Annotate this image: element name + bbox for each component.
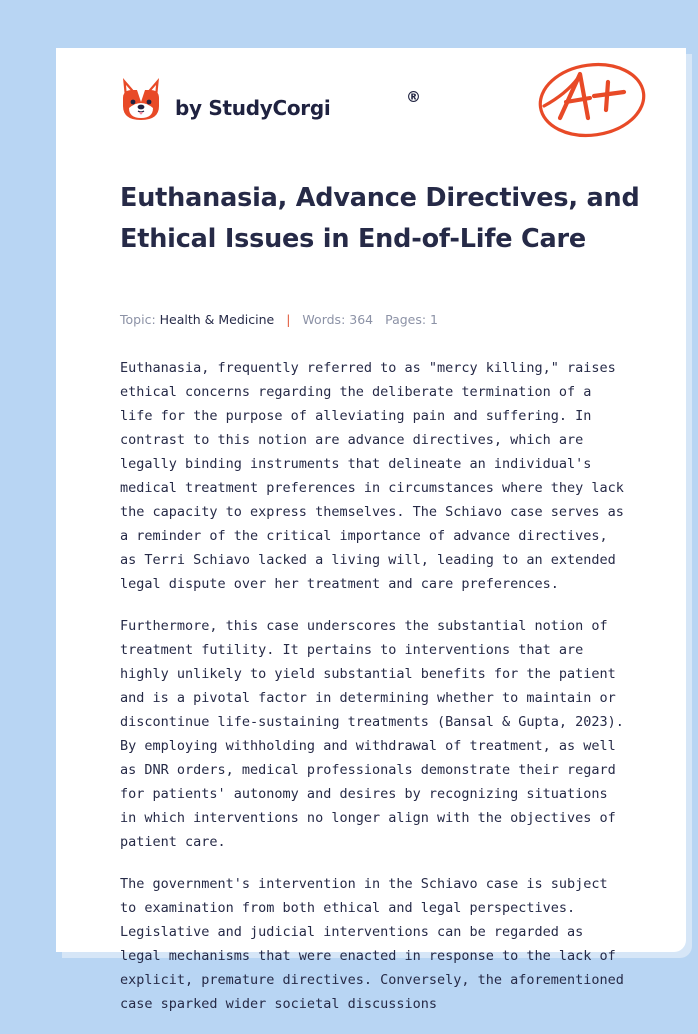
a-plus-grade-icon xyxy=(536,60,648,142)
document-page xyxy=(56,48,686,1012)
meta-separator: | xyxy=(286,312,291,327)
paragraph: Furthermore, this case underscores the substantial notion of treatment futility. It pertains to interventions that are highly unlikely to yield substantial benefits for the patient and is a pivotal factor in determining whether to maintain or discontinue life-sustaining treatments (Bansal & Gupta, 2023). By employing withholding and withdrawal of treatment, as well as DNR orders, medical professionals demonstrate their regard for patients' autonomy and desires by recognizing situations in which interventions no longer align with the objectives of patient care. xyxy=(120,618,624,850)
brand-name: by StudyCorgi xyxy=(175,96,331,120)
document-body xyxy=(120,356,630,1034)
topic-link[interactable]: Health & Medicine xyxy=(159,312,275,327)
paragraph: The government's intervention in the Schiavo case is subject to examination from both ethical and legal perspectives. Legislative and judicial interventions can be regarded as legal mechanisms that were enacted in response to the lack of explicit, premature directives. Conversely, the aforementioned case sparked wider societal discussions xyxy=(120,876,624,1012)
document-meta xyxy=(120,312,438,327)
corgi-logo-icon xyxy=(120,76,162,124)
registered-mark: ® xyxy=(406,88,421,106)
brand-header[interactable] xyxy=(120,76,420,124)
topic-label: Topic: xyxy=(120,312,156,327)
document-title: Euthanasia, Advance Directives, and Ethical Issues in End-of-Life Care xyxy=(120,183,640,254)
paragraph: Euthanasia, frequently referred to as "mercy killing," raises ethical concerns regarding the deliberate termination of a life for the purpose of alleviating pain and suffering. In contrast to this notion are advance directives, which are legally binding instruments that delineate an individual's medical treatment preferences in circumstances where they lack the capacity to express themselves. The Schiavo case serves as a reminder of the critical importance of advance directives, as Terri Schiavo lacked a living will, leading to an extended legal dispute over her treatment and care preferences. xyxy=(120,360,624,592)
page-count: Pages: 1 xyxy=(385,312,439,327)
word-count: Words: 364 xyxy=(302,312,374,327)
